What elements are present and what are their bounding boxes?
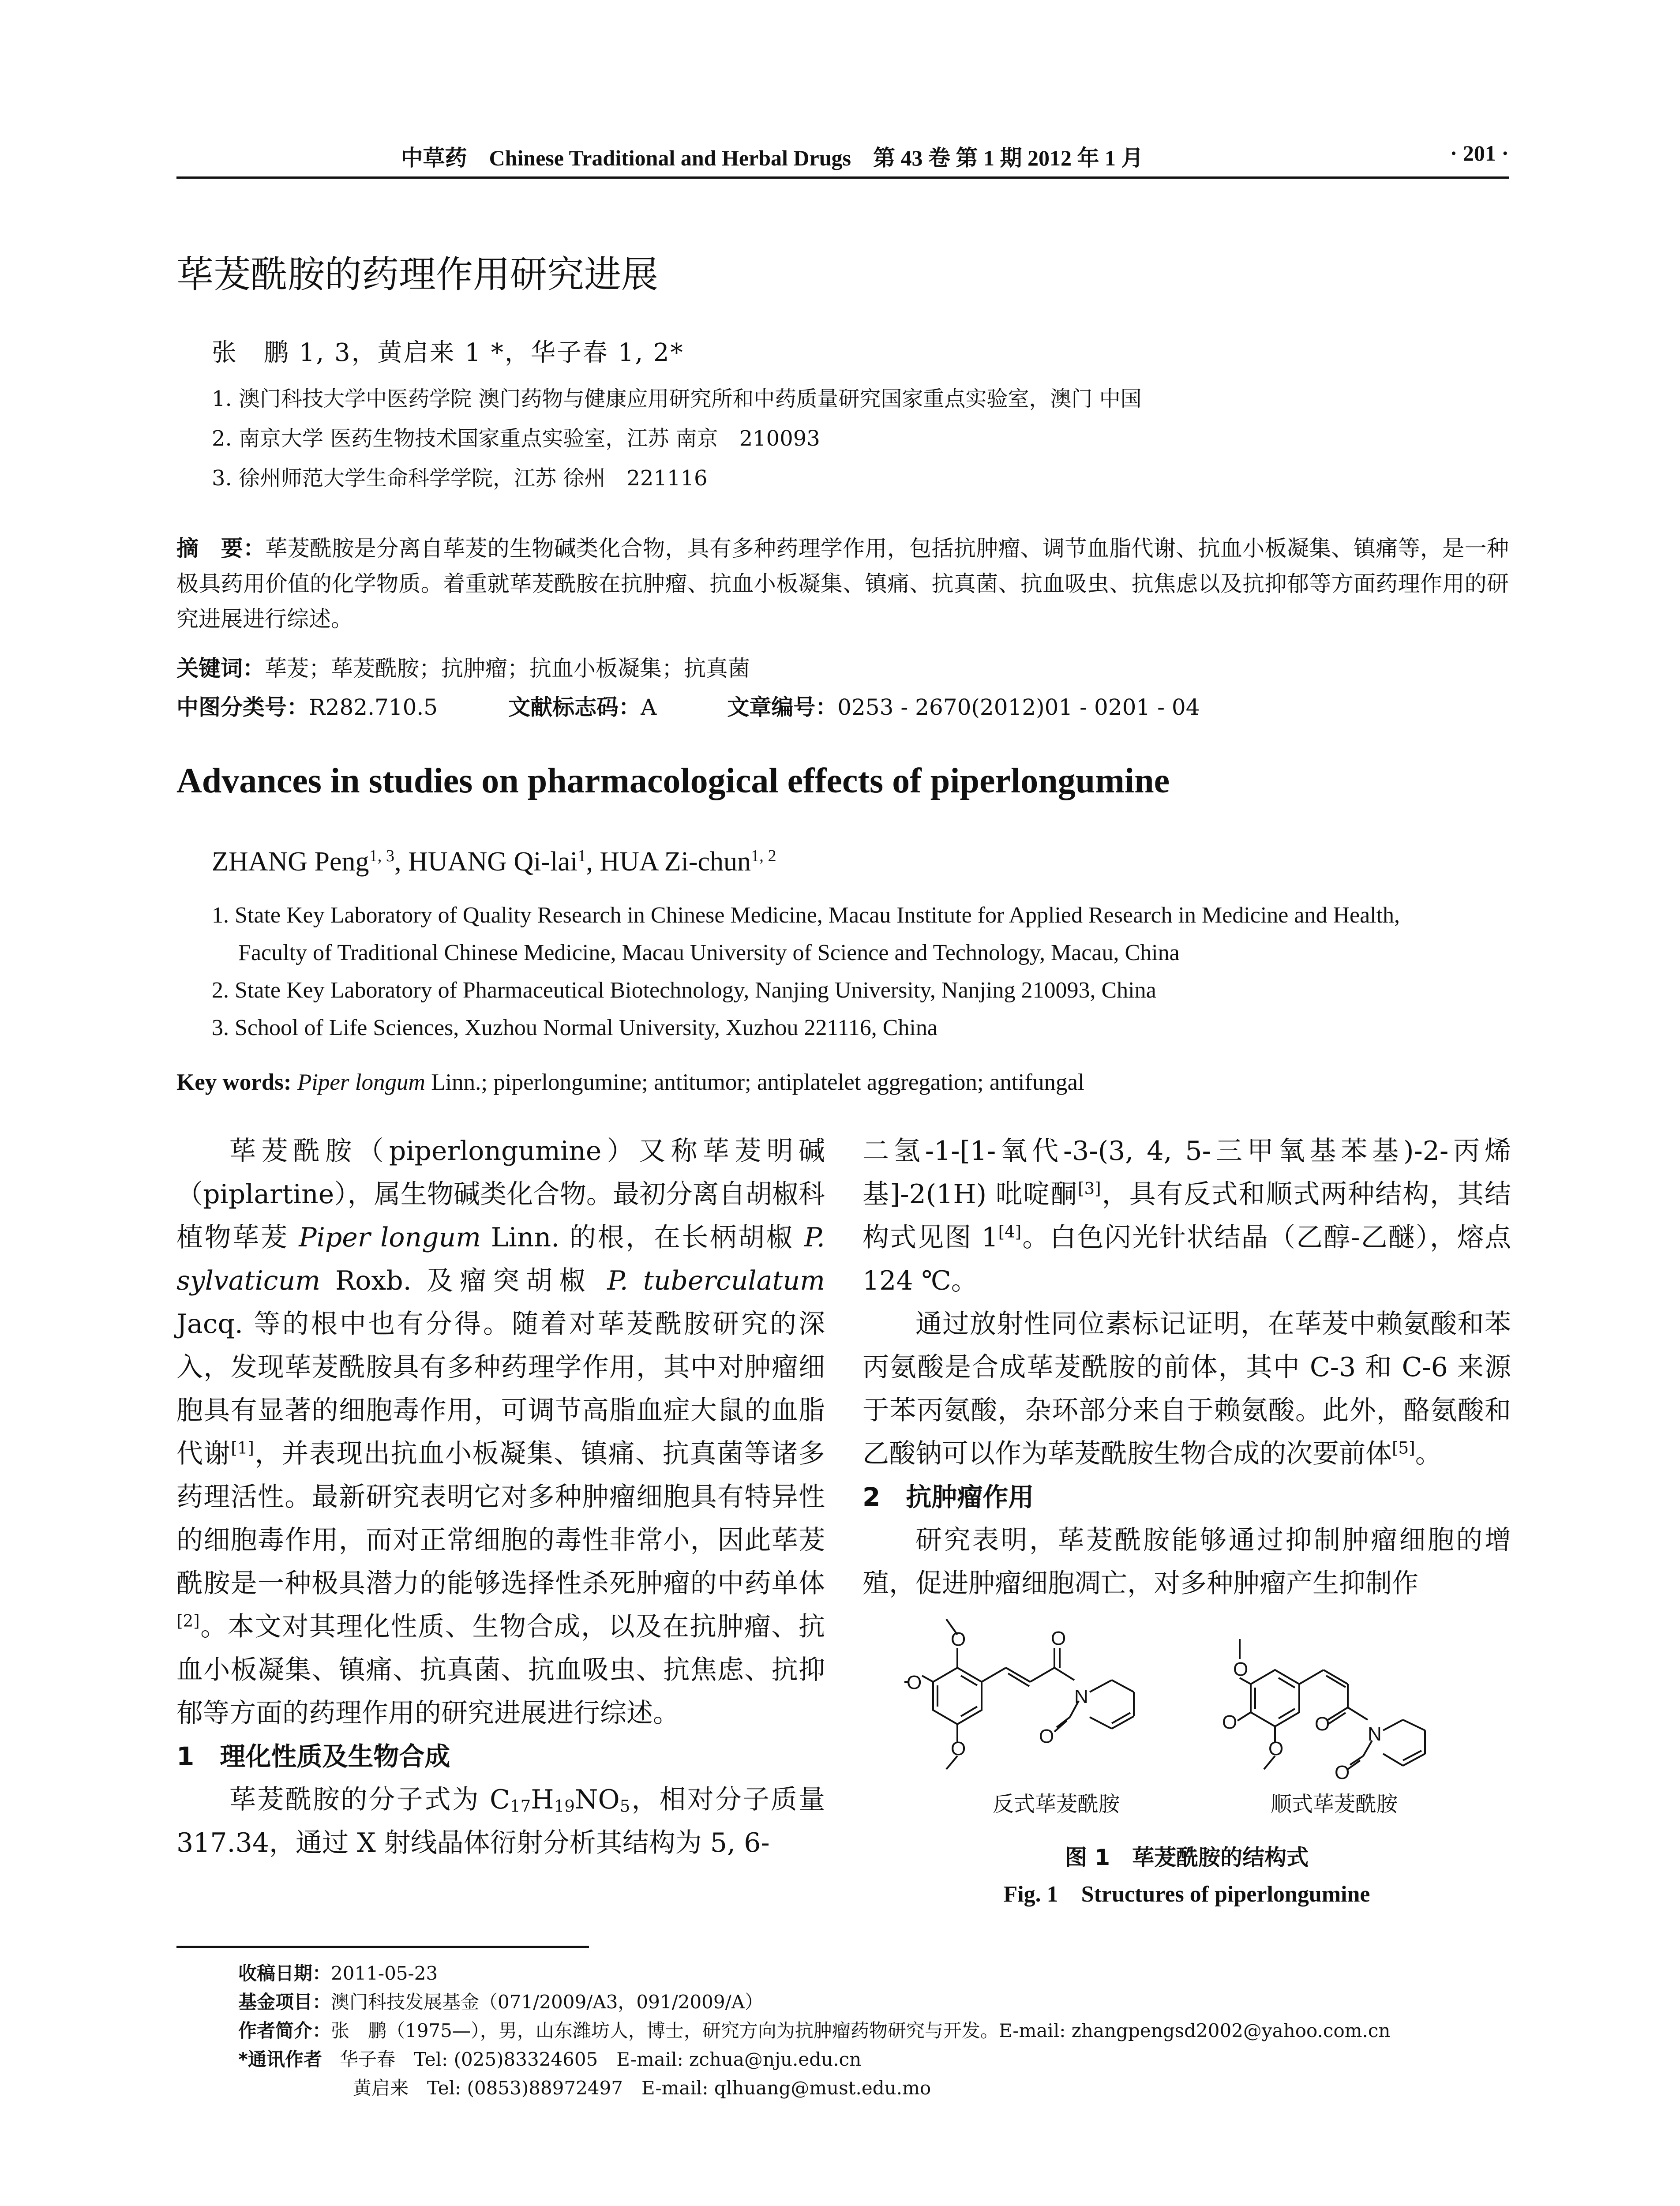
text-run: Roxb. 及瘤突胡椒	[320, 1265, 608, 1296]
affiliation-cn-2: 2. 南京大学 医药生物技术国家重点实验室，江苏 南京 210093	[212, 426, 820, 451]
footnote-author	[238, 2016, 1390, 2043]
authors-en	[212, 846, 776, 878]
header-rule	[176, 176, 1509, 179]
footnote-value: 张 鹏（1975—），男，山东潍坊人，博士，研究方向为抗肿瘤药物研究与开发。E-mail: zhangpengsd2002@yahoo.com.cn	[331, 2020, 1391, 2041]
footnote-label: 收稿日期：	[238, 1962, 331, 1984]
author-en-2: , HUANG Qi-lai	[394, 847, 578, 877]
clc-value: R282.710.5	[309, 694, 438, 720]
author-en-3-sup: 1, 2	[751, 846, 776, 865]
keywords-en-label: Key words:	[176, 1069, 292, 1095]
text-run: ，相对分子质量 317.34，通过 X 射线晶体衍射分析其结构为 5, 6-	[176, 1784, 825, 1858]
formula-paragraph	[176, 1778, 825, 1865]
antitumor-paragraph: 研究表明，荜茇酰胺能够通过抑制肿瘤细胞的增殖，促进肿瘤细胞凋亡，对多种肿瘤产生抑制作	[862, 1525, 1511, 1599]
header-journal-line	[176, 140, 1368, 172]
footnote-value: 华子春 Tel: (025)83324605 E-mail: zchua@nju.edu.cn	[340, 2048, 862, 2070]
keywords-cn-label: 关键词：	[176, 656, 265, 681]
trans-structure	[904, 1619, 1134, 1769]
structure-figure	[904, 1615, 1513, 1809]
figure-caption-en: Fig. 1 Structures of piperlongumine	[1003, 1882, 1370, 1907]
section-heading-2: 2 抗肿瘤作用	[862, 1482, 1034, 1512]
author-en-3: , HUA Zi-chun	[586, 847, 751, 877]
affiliation-en-2: 2. State Key Laboratory of Pharmaceutical Biotechnology, Nanjing University, Nanjing 210093, China	[212, 978, 1156, 1003]
species-name: Piper longum	[299, 1222, 481, 1253]
author-en-2-sup: 1	[578, 846, 586, 865]
author-en-1-sup: 1, 3	[369, 846, 395, 865]
keywords-en-species: Piper longum	[297, 1069, 425, 1095]
section-heading-1: 1 理化性质及生物合成	[176, 1741, 450, 1771]
footnote-label: *通讯作者	[238, 2048, 322, 2070]
atom-label: O	[951, 1738, 966, 1760]
text-run: NO	[574, 1784, 620, 1815]
footnote-label: 作者简介：	[238, 2020, 331, 2041]
figure-caption-cn: 图 1 荜茇酰胺的结构式	[1065, 1845, 1309, 1870]
text-run: 二氢-1-[1-氧代-3-(3, 4, 5-三甲氧基苯基)-2-丙烯基]-2(1H) 吡啶酮	[862, 1136, 1511, 1210]
text-run: Linn. 的根，在长柄胡椒	[481, 1222, 804, 1253]
author-en-1: ZHANG Peng	[212, 847, 369, 877]
text-run: 。	[1415, 1438, 1442, 1469]
species-name: P. tuberculatum	[607, 1265, 825, 1296]
footnote-value: 2011-05-23	[331, 1962, 438, 1984]
citation-ref: [4]	[998, 1222, 1022, 1242]
affiliation-en-1-cont: Faculty of Traditional Chinese Medicine, Macau University of Science and Technology, Macau, China	[238, 940, 1180, 965]
title-en: Advances in studies on pharmacological effects of piperlongumine	[176, 762, 1170, 800]
page-number: · 201 ·	[1450, 141, 1509, 165]
affiliation-en-1: 1. State Key Laboratory of Quality Research in Chinese Medicine, Macau Institute for Applied Research in Medicine and Health,	[212, 903, 1400, 928]
cis-structure	[1238, 1639, 1425, 1769]
text-run: ，具有反式和顺式两种结构，其结构式见图 1	[862, 1179, 1511, 1253]
atom-label: O	[1222, 1711, 1238, 1733]
doc-code-label: 文献标志码：	[508, 694, 641, 720]
footnote-corresponding-2: 黄启来 Tel: (0853)88972497 E-mail: qlhuang@must.edu.mo	[353, 2077, 931, 2099]
text-run: ，并表现出抗血小板凝集、镇痛、抗真菌等诸多药理活性。最新研究表明它对多种肿瘤细胞具有特异性的细胞毒作用，而对正常细胞的毒性非常小，因此荜茇酰胺是一种极具潜力的能够选择性杀死肿瘤的中药单体	[176, 1438, 825, 1599]
atom-label: O	[1268, 1738, 1284, 1760]
keywords-cn-text: 荜茇；荜茇酰胺；抗肿瘤；抗血小板凝集；抗真菌	[265, 656, 750, 681]
authors-cn: 张 鹏 1, 3，黄启来 1 *，华子春 1, 2*	[212, 338, 684, 367]
structure-paragraph	[862, 1129, 1511, 1302]
issue-info: 第 43 卷 第 1 期 2012 年 1 月	[873, 146, 1144, 170]
clc-label: 中图分类号：	[176, 694, 309, 720]
atom-label: N	[1368, 1723, 1382, 1745]
text-run: H	[531, 1784, 554, 1815]
affiliation-cn-3: 3. 徐州师范大学生命科学学院，江苏 徐州 221116	[212, 466, 708, 491]
atom-label: O	[1233, 1658, 1249, 1680]
atom-label: O	[907, 1672, 922, 1693]
footnote-corresponding	[238, 2045, 861, 2071]
citation-ref: [5]	[1392, 1438, 1415, 1458]
doc-code-value: A	[641, 694, 657, 720]
abstract-text: 荜茇酰胺是分离自荜茇的生物碱类化合物，具有多种药理学作用，包括抗肿瘤、调节血脂代谢、抗血小板凝集、镇痛等，是一种极具药用价值的化学物质。着重就荜茇酰胺在抗肿瘤、抗血小板凝集、镇痛、抗真菌、抗血吸虫、抗焦虑以及抗抑郁等方面药理作用的研究进展进行综述。	[176, 536, 1509, 632]
journal-name-cn: 中草药	[401, 145, 467, 171]
affiliation-en-3: 3. School of Life Sciences, Xuzhou Normal University, Xuzhou 221116, China	[212, 1015, 938, 1040]
text-run: 荜茇酰胺（piperlongumine）又称荜茇明碱（piplartine），属生物碱类化合物。最初分离自胡椒科植物荜茇	[176, 1136, 825, 1253]
biosynthesis-paragraph	[862, 1302, 1511, 1475]
text-run: Jacq. 等的根中也有分得。随着对荜茇酰胺研究的深入，发现荜茇酰胺具有多种药理学作用，其中对肿瘤细胞具有显著的细胞毒作用，可调节高脂血症大鼠的血脂代谢	[176, 1309, 825, 1469]
citation-ref: [3]	[1078, 1178, 1101, 1198]
trans-label: 反式荜茇酰胺	[993, 1792, 1120, 1816]
footnote-label: 基金项目：	[238, 1991, 331, 2013]
article-number-value: 0253 - 2670(2012)01 - 0201 - 04	[837, 694, 1200, 720]
text-run: 荜茇酰胺的分子式为 C	[229, 1784, 510, 1815]
keywords-en-text: Linn.; piperlongumine; antitumor; antiplatelet aggregation; antifungal	[425, 1069, 1084, 1095]
abstract-label: 摘 要：	[176, 536, 266, 561]
title-cn: 荜茇酰胺的药理作用研究进展	[176, 253, 659, 296]
footnote-rule	[176, 1946, 589, 1948]
atom-label: O	[1335, 1762, 1350, 1783]
keywords-en	[176, 1069, 1084, 1095]
text-run: 。本文对其理化性质、生物合成，以及在抗肿瘤、抗血小板凝集、镇痛、抗真菌、抗血吸虫、抗焦虑、抗抑郁等方面的药理作用的研究进展进行综述。	[176, 1611, 825, 1729]
body-column-left	[176, 1129, 825, 1865]
footnote-received	[238, 1959, 438, 1985]
article-number-label: 文章编号：	[727, 694, 838, 720]
classification-line	[176, 690, 1200, 721]
cis-label: 顺式荜茇酰胺	[1271, 1792, 1398, 1816]
footnote-fund	[238, 1988, 763, 2014]
subscript: 19	[554, 1796, 575, 1816]
footnote-value: 澳门科技发展基金（071/2009/A3，091/2009/A）	[331, 1991, 764, 2013]
abstract-cn	[176, 531, 1509, 637]
benzene-ring	[1251, 1670, 1299, 1726]
citation-ref: [1]	[231, 1438, 254, 1458]
subscript: 17	[510, 1796, 531, 1816]
atom-label: N	[1074, 1686, 1088, 1707]
citation-ref: [2]	[176, 1611, 200, 1631]
text-run: 通过放射性同位素标记证明，在荜茇中赖氨酸和苯丙氨酸是合成荜茇酰胺的前体，其中 C-3 和 C-6 来源于苯丙氨酸，杂环部分来自于赖氨酸。此外，酪氨酸和乙酸钠可以作为荜茇酰胺生物合成的次要前体	[862, 1309, 1511, 1469]
benzene-ring	[933, 1668, 982, 1724]
subscript: 5	[619, 1796, 630, 1816]
intro-paragraph	[176, 1129, 825, 1735]
keywords-cn	[176, 651, 750, 683]
body-column-right	[862, 1129, 1511, 1605]
atom-label: O	[1315, 1713, 1330, 1735]
cis-atom-labels	[1222, 1658, 1382, 1783]
journal-name-en: Chinese Traditional and Herbal Drugs	[489, 146, 851, 170]
text-run: 。白色闪光针状结晶（乙醇-乙醚），熔点 124 ℃。	[862, 1222, 1511, 1296]
species-name: P. sylvaticum	[176, 1222, 825, 1296]
atom-label: O	[1051, 1628, 1066, 1649]
atom-label: O	[951, 1628, 966, 1650]
affiliation-cn-1: 1. 澳门科技大学中医药学院 澳门药物与健康应用研究所和中药质量研究国家重点实验室，澳门 中国	[212, 386, 1142, 411]
atom-label: O	[1039, 1726, 1054, 1747]
